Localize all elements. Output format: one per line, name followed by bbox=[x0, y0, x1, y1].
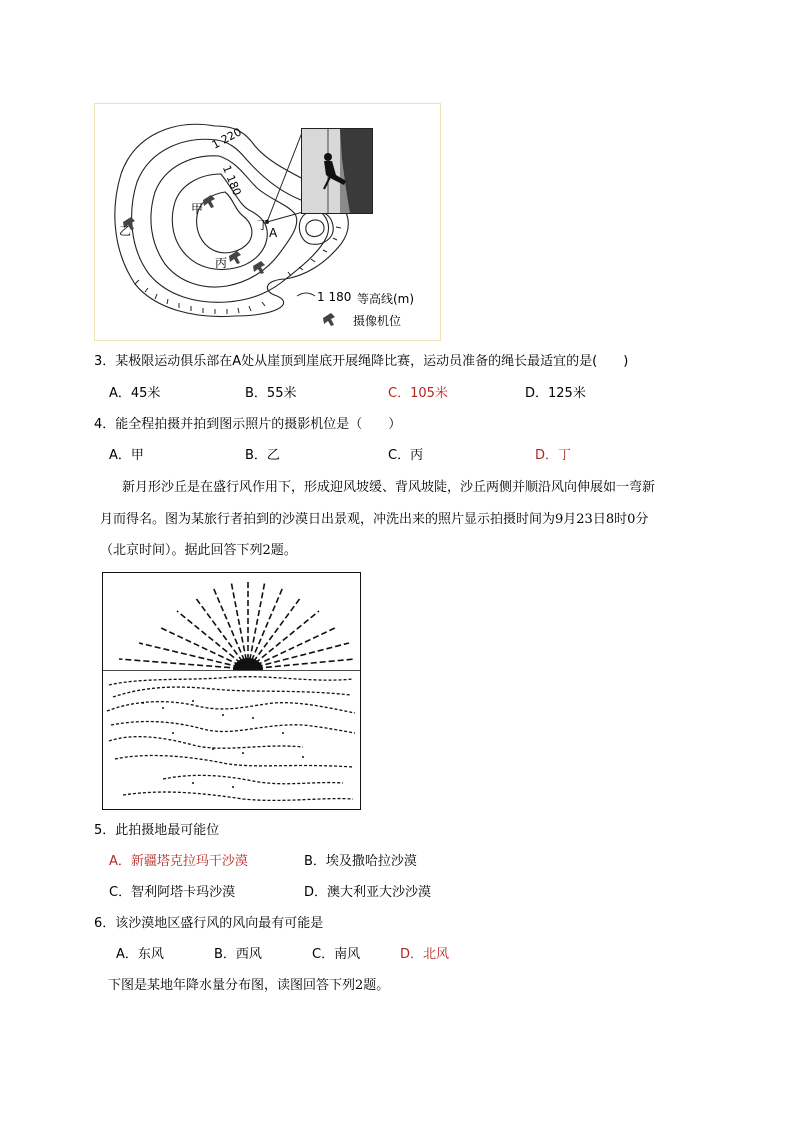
point-label-yi: 乙 bbox=[119, 224, 132, 238]
q5-option-d: D．澳大利亚大沙沙漠 bbox=[304, 885, 432, 900]
q3-option-d: D．125米 bbox=[525, 386, 586, 401]
q4-option-a: A．甲 bbox=[109, 448, 144, 463]
q3-option-c-answer: C．105米 bbox=[388, 386, 448, 401]
passage-line-3: （北京时间）。据此回答下列2题。 bbox=[100, 543, 297, 558]
climber-photo-drawing bbox=[302, 129, 372, 213]
next-section-intro: 下图是某地年降水量分布图，读图回答下列2题。 bbox=[108, 978, 390, 993]
contour-label-1180: 1 180 bbox=[219, 163, 244, 198]
passage-line-1: 新月形沙丘是在盛行风作用下，形成迎风坡缓、背风坡陡，沙丘两侧并顺沿风向伸展如一弯新 bbox=[122, 480, 656, 495]
legend-camera-text: 摄像机位 bbox=[353, 314, 402, 328]
point-label-jia: 甲 bbox=[191, 202, 204, 216]
q3-option-a: A．45米 bbox=[109, 386, 161, 401]
legend-contour-value: 1 180 bbox=[317, 290, 352, 304]
contour-label-1220: 1 220 bbox=[209, 125, 244, 152]
question-6-stem: 6．该沙漠地区盛行风的风向最有可能是 bbox=[94, 916, 324, 931]
q4-option-b: B．乙 bbox=[245, 448, 280, 463]
q6-option-a: A．东风 bbox=[116, 947, 164, 962]
point-label-a: A bbox=[269, 226, 278, 240]
q6-option-c: C．南风 bbox=[312, 947, 361, 962]
q6-option-d-answer: D．北风 bbox=[400, 947, 450, 962]
q5-option-a-answer: A．新疆塔克拉玛干沙漠 bbox=[109, 854, 248, 869]
q3-option-b: B．55米 bbox=[245, 386, 297, 401]
climber-photo-inset bbox=[301, 128, 373, 214]
question-5-stem: 5．此拍摄地最可能位 bbox=[94, 823, 220, 838]
q5-option-c: C．智利阿塔卡玛沙漠 bbox=[109, 885, 236, 900]
q5-option-b: B．埃及撒哈拉沙漠 bbox=[304, 854, 417, 869]
q4-option-d-answer: D．丁 bbox=[535, 448, 572, 463]
q6-option-b: B．西风 bbox=[214, 947, 262, 962]
passage-line-2: 月而得名。图为某旅行者拍到的沙漠日出景观，冲洗出来的照片显示拍摄时间为9月23日8时0分 bbox=[100, 512, 649, 527]
desert-sunrise-figure bbox=[102, 572, 361, 810]
point-label-ding: 丁 bbox=[257, 218, 270, 232]
contour-map-figure bbox=[94, 103, 441, 341]
legend-contour-text: 等高线(m) bbox=[357, 292, 415, 306]
question-3-stem: 3．某极限运动俱乐部在A处从崖顶到崖底开展绳降比赛，运动员准备的绳长最适宜的是( ) bbox=[94, 354, 629, 369]
desert-sunrise-drawing bbox=[103, 573, 360, 809]
question-4-stem: 4．能全程拍摄并拍到图示照片的摄影机位是（ ） bbox=[94, 417, 402, 432]
q4-option-c: C．丙 bbox=[388, 448, 424, 463]
point-label-bing: 丙 bbox=[215, 256, 228, 270]
